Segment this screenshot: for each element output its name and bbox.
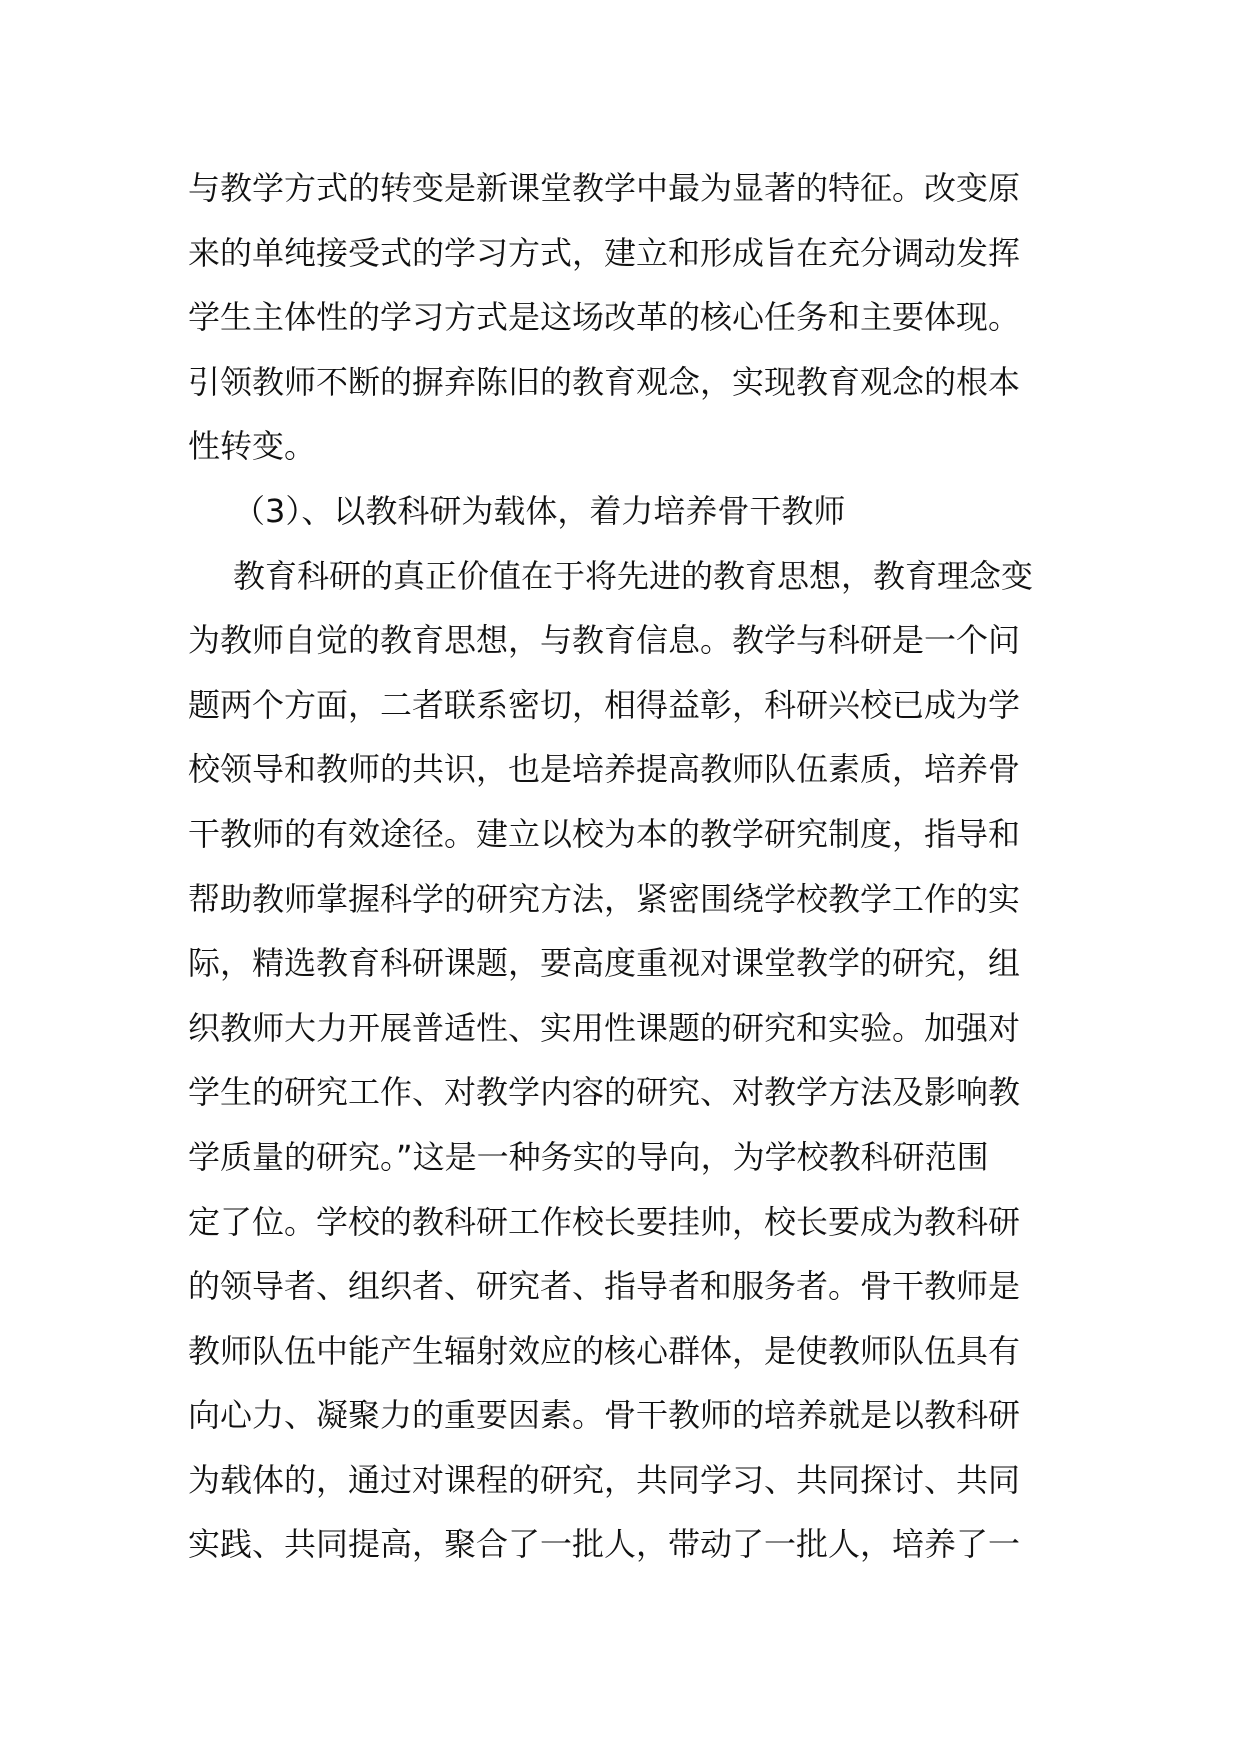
text-line: 帮助教师掌握科学的研究方法，紧密围绕学校教学工作的实 — [188, 879, 1021, 918]
text-line: 实践、共同提高，聚合了一批人，带动了一批人，培养了一 — [188, 1525, 1021, 1564]
body-text — [188, 156, 1064, 1577]
text-line: 来的单纯接受式的学习方式，建立和形成旨在充分调动发挥 — [188, 233, 1021, 272]
text-line: 织教师大力开展普适性、实用性课题的研究和实验。加强对 — [188, 1008, 1021, 1047]
text-line: 为载体的，通过对课程的研究，共同学习、共同探讨、共同 — [188, 1460, 1021, 1499]
text-line: 校领导和教师的共识，也是培养提高教师队伍素质，培养骨 — [188, 750, 1021, 789]
section-heading: （3）、以教科研为载体，着力培养骨干教师 — [233, 491, 846, 530]
text-line: 引领教师不断的摒弃陈旧的教育观念，实现教育观念的根本 — [188, 362, 1021, 401]
text-line: 际，精选教育科研课题，要高度重视对课堂教学的研究，组 — [188, 944, 1021, 983]
text-line: 教师队伍中能产生辐射效应的核心群体，是使教师队伍具有 — [188, 1331, 1021, 1370]
text-line: 与教学方式的转变是新课堂教学中最为显著的特征。改变原 — [188, 169, 1021, 207]
text-line: 题两个方面，二者联系密切，相得益彰，科研兴校已成为学 — [188, 685, 1021, 724]
text-line: 性转变。 — [188, 427, 317, 466]
text-line: 干教师的有效途径。建立以校为本的教学研究制度，指导和 — [188, 814, 1021, 853]
paragraph-first-line: 教育科研的真正价值在于将先进的教育思想，教育理念变 — [233, 556, 1034, 595]
text-line: 的领导者、组织者、研究者、指导者和服务者。骨干教师是 — [188, 1267, 1021, 1306]
text-line: 为教师自觉的教育思想，与教育信息。教学与科研是一个问 — [188, 621, 1021, 660]
text-line: 学质量的研究。”这是一种务实的导向，为学校教科研范围 — [188, 1137, 989, 1176]
text-line: 学生的研究工作、对教学内容的研究、对教学方法及影响教 — [188, 1073, 1021, 1112]
text-line: 学生主体性的学习方式是这场改革的核心任务和主要体现。 — [188, 298, 1021, 337]
text-line: 定了位。学校的教科研工作校长要挂帅，校长要成为教科研 — [188, 1202, 1021, 1241]
text-line: 向心力、凝聚力的重要因素。骨干教师的培养就是以教科研 — [188, 1396, 1021, 1435]
